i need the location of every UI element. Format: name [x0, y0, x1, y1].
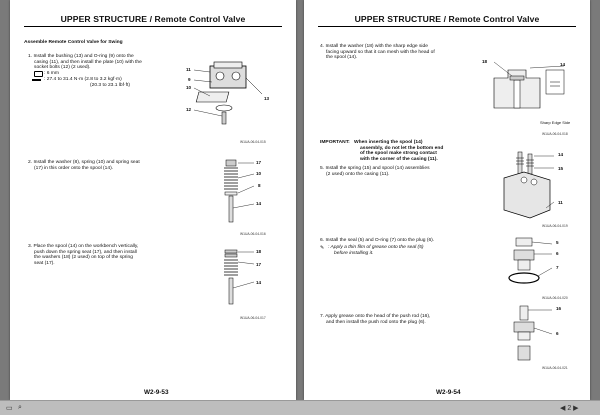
page-title: UPPER STRUCTURE / Remote Control Valve: [60, 14, 246, 24]
figure-code: W1UA-06-04-021: [542, 366, 568, 370]
wrench-icon: [34, 71, 43, 77]
callout: 6: [556, 251, 559, 256]
figure-casing-spools: [500, 148, 556, 223]
step4-text: 4. Install the washer (18) with the sharp edge side facing upward so that it can mesh with the head of the spool (14).: [320, 44, 435, 61]
figure-caption: Sharp Edge Side: [540, 120, 571, 125]
page-title: UPPER STRUCTURE / Remote Control Valve: [354, 14, 540, 24]
left-page: [10, 0, 296, 400]
callout: 13: [264, 96, 270, 101]
step3-text: 3. Place the spool (14) on the workbench vertically, push down the spring seat (17), and then install the washers (18) (2 used) on top of the spring seat (17).: [28, 244, 139, 266]
callout: 14: [256, 280, 262, 285]
figure-code: W1UA-06-04-018: [542, 132, 568, 136]
callout: 14: [558, 152, 564, 157]
figure-code: W1UA-06-04-016: [240, 232, 266, 236]
figure-spool-washers: [216, 248, 256, 308]
step7-text: 7. Apply grease onto the head of the push rod (16), and then install the push rod onto the plug (6).: [320, 314, 431, 325]
callout: 18: [256, 249, 262, 254]
grease-icon: ✎: [320, 245, 325, 251]
figure-washer-sharp-edge: [490, 60, 570, 115]
right-page: [304, 0, 590, 400]
callout: 10: [256, 171, 262, 176]
figure-plug-seal: [500, 234, 560, 294]
callout: 14: [256, 201, 262, 206]
callout: 15: [558, 166, 564, 171]
callout: 5: [556, 240, 559, 245]
callout: 12: [186, 107, 192, 112]
section-heading: Assemble Remote Control Valve for Swing: [24, 40, 123, 45]
zoom-icon[interactable]: ⌕: [18, 404, 22, 411]
callout: 16: [556, 306, 562, 311]
callout: 18: [482, 59, 488, 64]
important-text: When inserting the spool (14) assembly, do not let the bottom end of the spool make strong contact with the corner of the casing (11).: [354, 140, 444, 162]
page-number: W2-9-54: [436, 389, 461, 396]
torque-wrench-icon: [32, 79, 41, 81]
callout: 8: [258, 183, 261, 188]
torque-value: : 27.4 to 31.4 N·m (2.8 to 3.2 kgf·m): [44, 77, 122, 82]
callout: 14: [560, 62, 566, 67]
step2-text: 2. Install the washer (8), spring (10) and spring seat (17) in this order onto the spool (14).: [28, 160, 140, 171]
figure-spool-spring: [216, 158, 256, 228]
step6-note: : Apply a thin film of grease onto the seal (5) before installing it.: [328, 245, 424, 256]
callout: 10: [186, 85, 192, 90]
page-icon[interactable]: ▭: [6, 405, 13, 412]
page-navigation[interactable]: ◀ 2 ▶: [560, 405, 579, 412]
callout: 11: [186, 67, 191, 72]
callout: 11: [558, 200, 563, 205]
callout: 9: [188, 77, 191, 82]
figure-code: W1UA-06-04-015: [240, 140, 266, 144]
important-label: IMPORTANT:: [320, 140, 350, 145]
figure-code: W1UA-06-04-019: [542, 224, 568, 228]
step1-text: 1. Install the bushing (13) and O-ring (9) onto the casing (11), and then install the plate (10) with the socket bolts (12) (2 used).: [28, 54, 142, 71]
page-number: W2-9-53: [144, 389, 169, 396]
wrench-size: : 6 mm: [44, 71, 59, 76]
step6-text: 6. Install the seal (5) and O-ring (7) onto the plug (6).: [320, 238, 435, 243]
figure-code: W1UA-06-04-017: [240, 316, 266, 320]
figure-push-rod: [500, 304, 560, 364]
title-rule: [24, 26, 282, 27]
viewer-toolbar: [0, 400, 600, 415]
torque-alt: (20.3 to 23.1 lbf·ft): [90, 83, 130, 88]
callout: 17: [256, 262, 262, 267]
callout: 17: [256, 160, 262, 165]
figure-code: W1UA-06-04-020: [542, 296, 568, 300]
callout: 7: [556, 265, 559, 270]
callout: 6: [556, 331, 559, 336]
step5-text: 5. Install the spring (15) and spool (14) assemblies (2 used) onto the casing (11).: [320, 166, 430, 177]
title-rule: [318, 26, 576, 27]
figure-casing-assembly: [190, 58, 270, 133]
